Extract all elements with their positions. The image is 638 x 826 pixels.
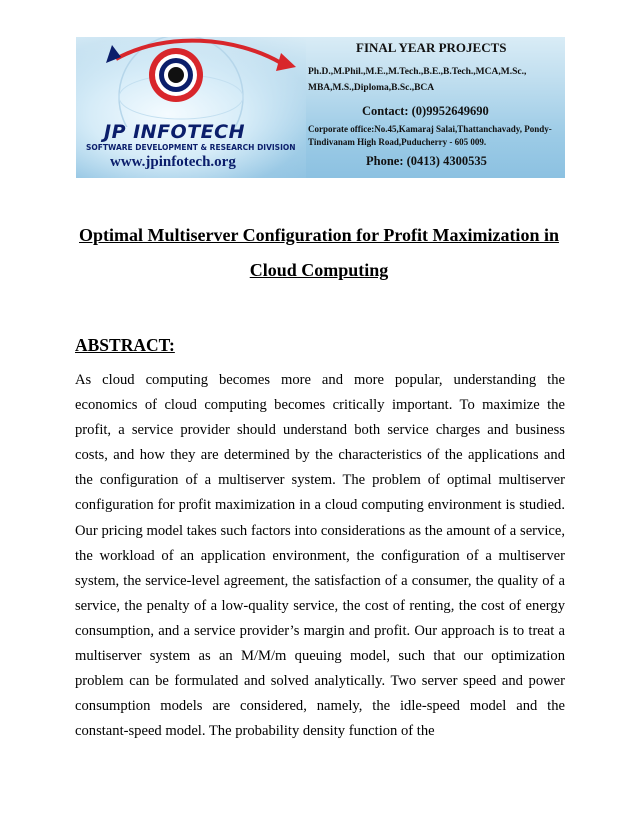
office-address: Corporate office:No.45,Kamaraj Salai,Thattanchavady, Pondy-Tindivanam High Road,Puducherry - 605 009. — [308, 124, 552, 147]
document-title: Optimal Multiserver Configuration for Profit Maximization in Cloud Computing — [79, 225, 559, 280]
contact-number: Contact: (0)9952649690 — [362, 104, 489, 118]
banner-logo-area — [76, 37, 306, 178]
phone-number: Phone: (0413) 4300535 — [366, 154, 487, 168]
header-banner — [76, 37, 565, 178]
target-globe-arrow-logo-icon — [76, 37, 306, 127]
brand-name: JP INFOTECH — [104, 121, 245, 143]
division-tagline: SOFTWARE DEVELOPMENT & RESEARCH DIVISION — [86, 143, 296, 152]
abstract-paragraph: As cloud computing becomes more and more popular, understanding the economics of cloud computing becomes critically important. To maximize the profit, a service provider should understand both service charges and business costs, and how they are determined by the characteristics of the applications and the configuration of a multiserver system. The problem of optimal multiserver configuration for profit maximization in a cloud computing environment is studied. Our pricing model takes such factors into considerations as the amount of a service, the workload of an application environment, the configuration of a multiserver system, the service-level agreement, the satisfaction of a consumer, the quality of a service, the penalty of a low-quality service, the cost of renting, the cost of energy consumption, and a service provider’s margin and profit. Our approach is to treat a multiserver system as an M/M/m queuing model, such that our optimization problem can be formulated and solved analytically. Two server speed and power consumption models are considered, namely, the idle-speed model and the constant-speed model. The probability density function of the — [75, 372, 565, 740]
banner-info — [304, 37, 565, 178]
banner-headline: FINAL YEAR PROJECTS — [356, 40, 507, 55]
abstract-heading: ABSTRACT: — [75, 335, 175, 355]
website-link[interactable]: www.jpinfotech.org — [110, 154, 236, 170]
degrees-list: Ph.D.,M.Phil.,M.E.,M.Tech.,B.E.,B.Tech.,MCA,M.Sc., MBA,M.S.,Diploma,B.Sc.,BCA — [308, 67, 527, 93]
